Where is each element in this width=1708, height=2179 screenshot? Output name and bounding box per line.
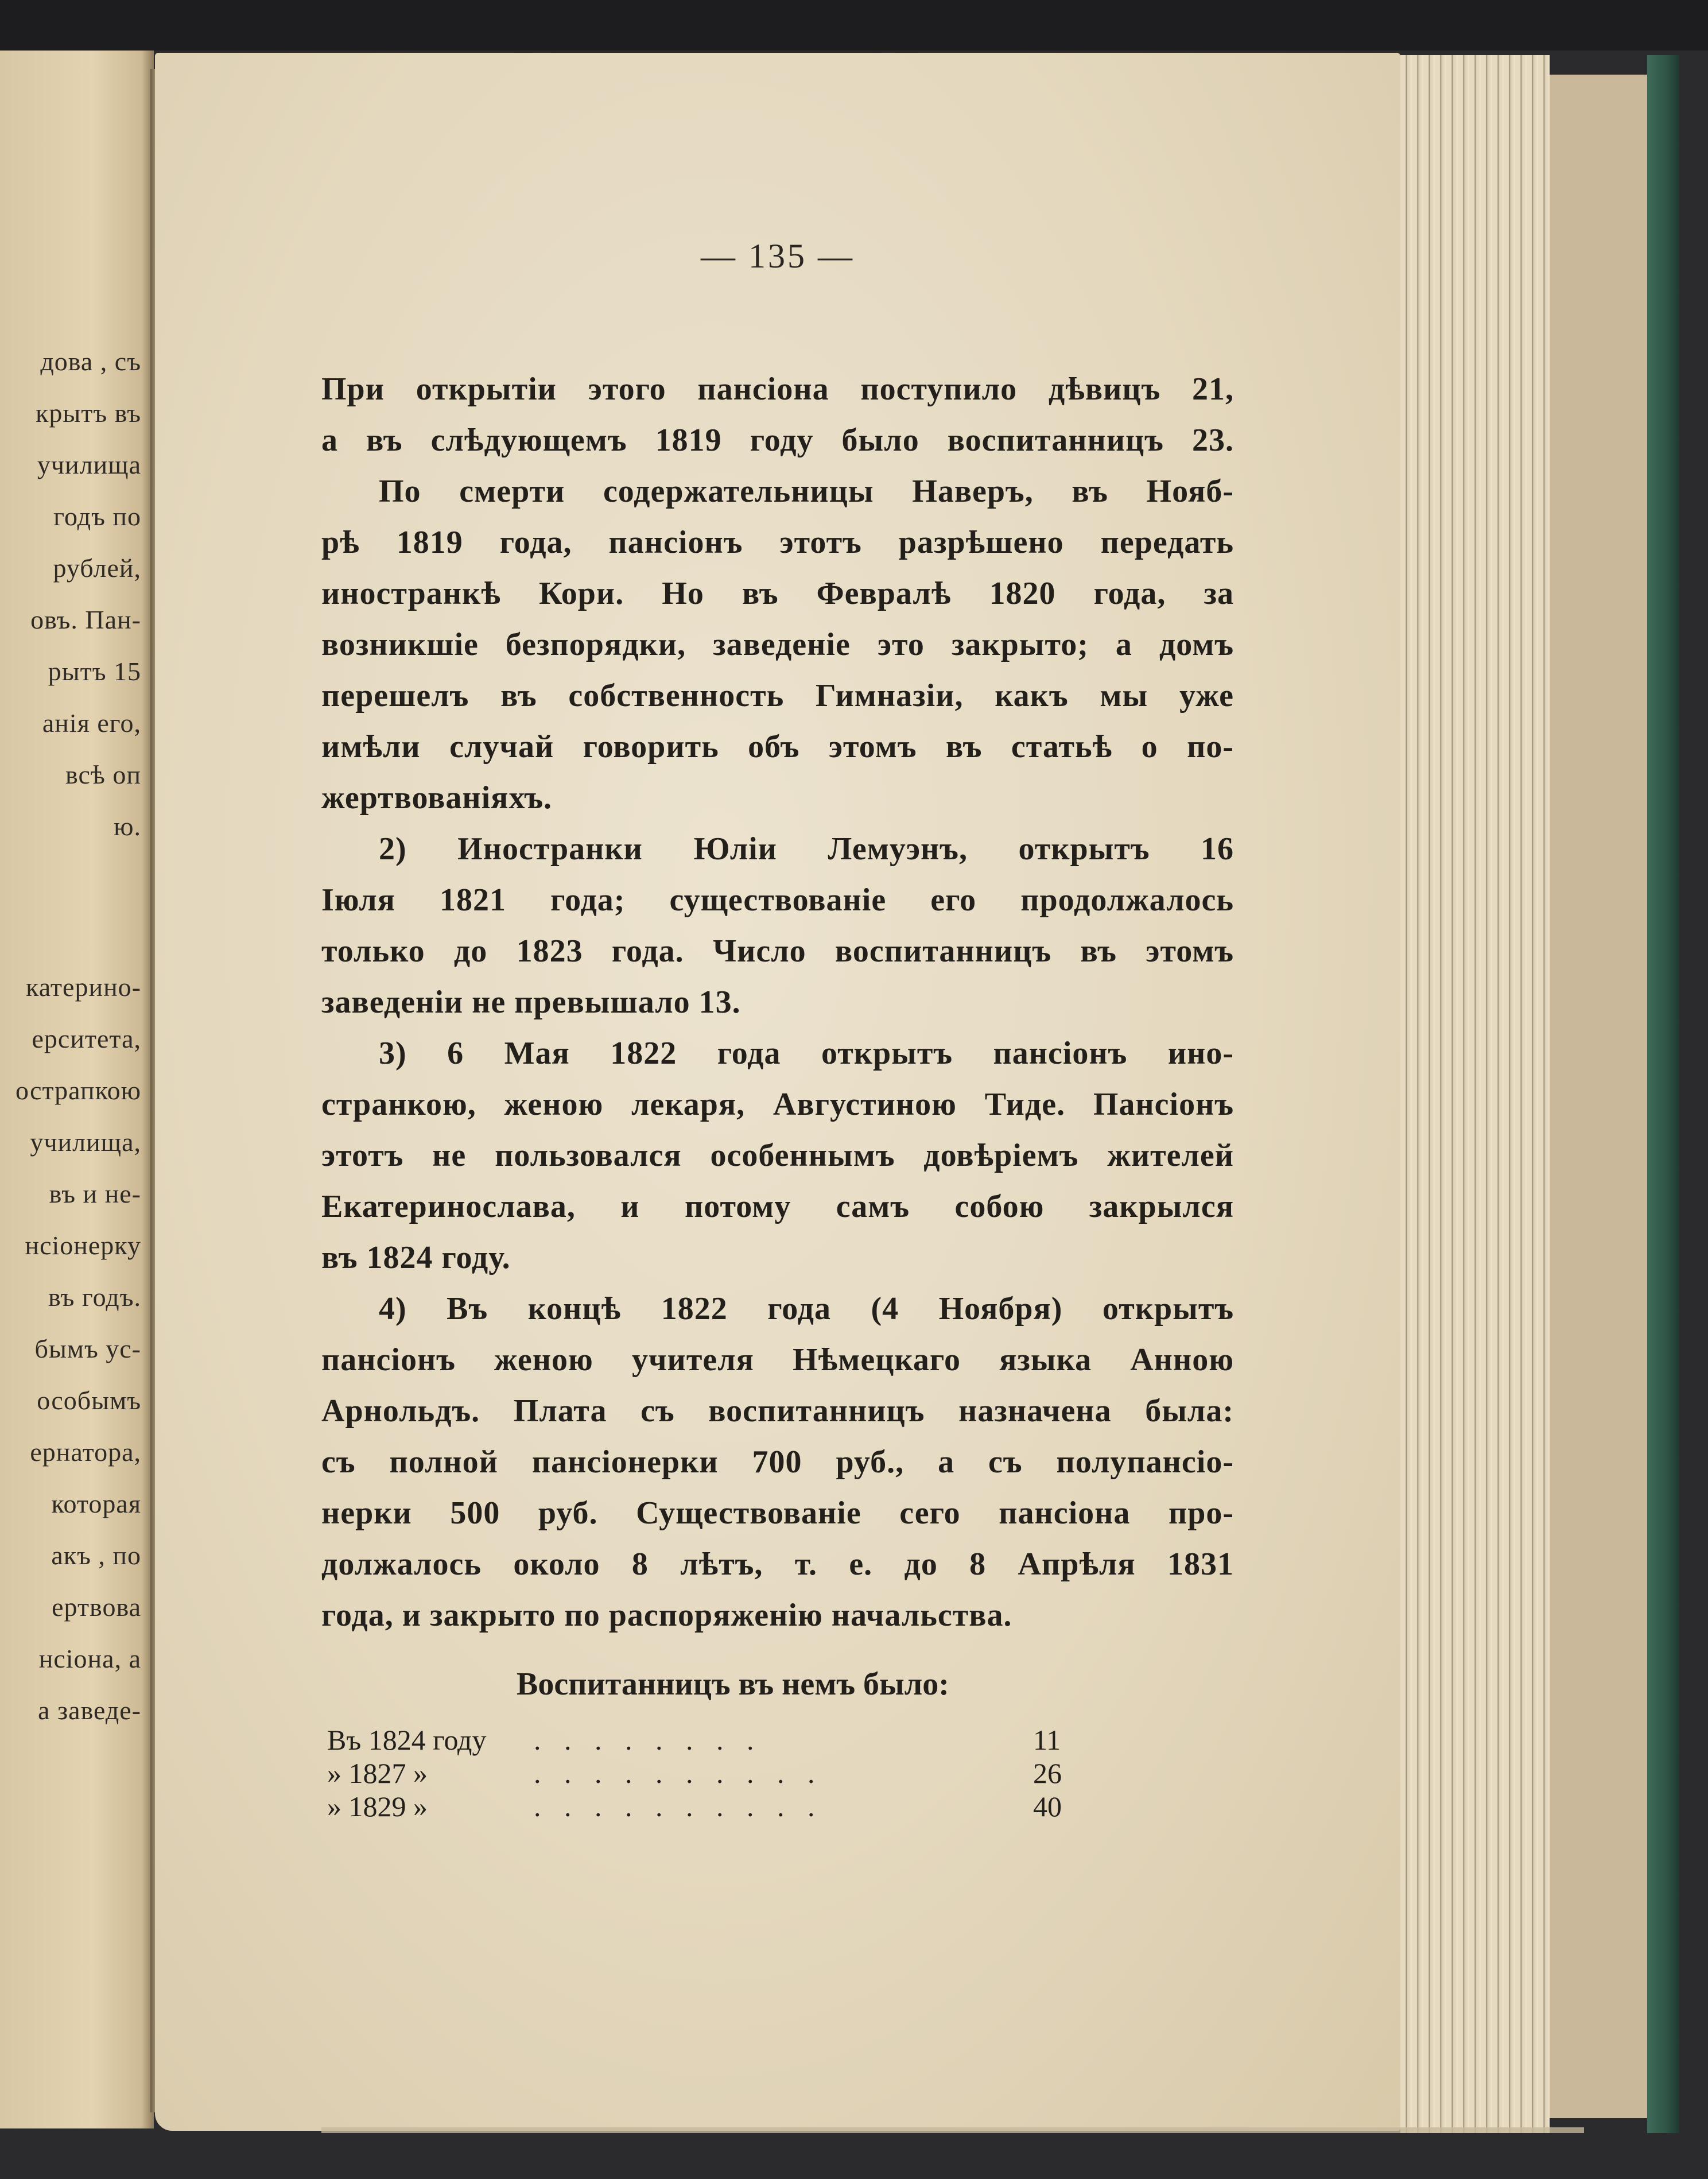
left-page-line: особымъ bbox=[37, 1386, 141, 1415]
row-leader-dots: . . . . . . . . . . bbox=[534, 1790, 823, 1823]
text-line: Арнольдъ. Плата съ воспитанницъ назначена была: bbox=[321, 1393, 1234, 1429]
text-line: По смерти содержательницы Наверъ, въ Нояб- bbox=[379, 474, 1234, 509]
text-line: года, и закрыто по распоряженію начальства. bbox=[321, 1598, 1012, 1633]
book-cover bbox=[1647, 55, 1679, 2133]
left-page-line: въ и не- bbox=[49, 1179, 141, 1208]
text-line: пансіонъ женою учителя Нѣмецкаго языка Анною bbox=[321, 1342, 1234, 1378]
table-row bbox=[327, 1757, 1096, 1790]
text-line: Екатеринослава, и потому самъ собою закрылся bbox=[321, 1189, 1234, 1224]
page-body bbox=[321, 364, 1234, 1641]
text-line: 2) Иностранки Юліи Лемуэнъ, открытъ 16 bbox=[379, 831, 1234, 867]
left-page-line: острапкою bbox=[15, 1076, 141, 1105]
text-line: въ 1824 году. bbox=[321, 1240, 511, 1275]
left-page-line: нсіона, а bbox=[38, 1644, 141, 1673]
table-row bbox=[327, 1723, 1096, 1757]
left-page-line: училища bbox=[37, 450, 141, 479]
text-line: Іюля 1821 года; существованіе его продолжалось bbox=[321, 882, 1234, 918]
page-bottom-edge bbox=[321, 2127, 1584, 2133]
left-page-line: нсіонерку bbox=[25, 1231, 141, 1260]
cover-inner bbox=[1550, 75, 1647, 2118]
text-line: должалось около 8 лѣтъ, т. е. до 8 Апрѣля 1831 bbox=[321, 1546, 1234, 1582]
text-line: жертвованіяхъ. bbox=[321, 780, 552, 816]
row-leader-dots: . . . . . . . . . . bbox=[534, 1757, 823, 1789]
left-page-line: бымъ ус- bbox=[34, 1334, 141, 1363]
table-caption: Воспитанницъ въ немъ было: bbox=[517, 1666, 949, 1702]
left-page-line: ертвова bbox=[52, 1592, 141, 1622]
row-label: » 1827 » bbox=[327, 1757, 428, 1789]
text-line: имѣли случай говорить объ этомъ въ статьѣ о по- bbox=[321, 729, 1234, 765]
row-label: Въ 1824 году bbox=[327, 1724, 487, 1756]
left-page-line: ерситета, bbox=[32, 1024, 141, 1053]
left-page-line: въ годъ. bbox=[48, 1282, 141, 1312]
left-page-line: крытъ въ bbox=[35, 398, 141, 428]
row-count: 40 bbox=[1033, 1790, 1062, 1823]
left-page-line: рытъ 15 bbox=[48, 657, 141, 686]
text-line: иностранкѣ Кори. Но въ Февралѣ 1820 года, за bbox=[321, 576, 1234, 611]
background-top bbox=[0, 0, 1708, 51]
left-page-line: овъ. Пан- bbox=[30, 605, 141, 634]
text-line: съ полной пансіонерки 700 руб., а съ полупансіо- bbox=[321, 1444, 1234, 1480]
row-label: » 1829 » bbox=[327, 1790, 428, 1823]
text-line: этотъ не пользовался особеннымъ довѣріемъ жителей bbox=[321, 1138, 1234, 1173]
page-edges bbox=[1400, 55, 1550, 2133]
book-page bbox=[155, 53, 1400, 2131]
table-row bbox=[327, 1790, 1096, 1823]
text-line: возникшіе безпорядки, заведеніе это закрыто; а домъ bbox=[321, 627, 1234, 662]
text-line: перешелъ въ собственность Гимназіи, какъ мы уже bbox=[321, 678, 1234, 714]
left-page-line: всѣ оп bbox=[65, 760, 141, 789]
left-page-line: рублей, bbox=[53, 553, 141, 583]
left-page-line: которая bbox=[51, 1489, 141, 1518]
left-page bbox=[0, 51, 154, 2128]
left-page-line: катерино- bbox=[26, 972, 141, 1002]
page-number: — 135 — bbox=[701, 237, 855, 275]
left-page-line: анія его, bbox=[42, 708, 141, 738]
left-page-line: ю. bbox=[114, 812, 141, 841]
text-line: а въ слѣдующемъ 1819 году было воспитанницъ 23. bbox=[321, 422, 1234, 458]
enrollment-table bbox=[327, 1723, 1096, 1823]
text-line: только до 1823 года. Число воспитанницъ въ этомъ bbox=[321, 933, 1234, 969]
left-page-line: акъ , по bbox=[51, 1541, 141, 1570]
row-count: 11 bbox=[1033, 1724, 1061, 1756]
text-line: При открытіи этого пансіона поступило дѣвицъ 21, bbox=[321, 371, 1234, 407]
left-page-line: а заведе- bbox=[38, 1696, 141, 1725]
text-line: 4) Въ концѣ 1822 года (4 Ноября) открытъ bbox=[379, 1291, 1234, 1327]
text-line: нерки 500 руб. Существованіе сего пансіона про- bbox=[321, 1495, 1234, 1531]
text-line: заведеніи не превышало 13. bbox=[321, 984, 741, 1020]
row-count: 26 bbox=[1033, 1757, 1062, 1789]
row-leader-dots: . . . . . . . . bbox=[534, 1724, 762, 1756]
text-line: 3) 6 Мая 1822 года открытъ пансіонъ ино- bbox=[379, 1036, 1234, 1071]
left-page-line: дова , съ bbox=[40, 347, 141, 376]
left-page-line: годъ по bbox=[53, 502, 141, 531]
left-page-line: училища, bbox=[30, 1127, 141, 1157]
left-page-line: ернатора, bbox=[30, 1437, 141, 1467]
text-line: странкою, женою лекаря, Августиною Тиде. Пансіонъ bbox=[321, 1087, 1234, 1122]
text-line: рѣ 1819 года, пансіонъ этотъ разрѣшено передать bbox=[321, 525, 1234, 560]
